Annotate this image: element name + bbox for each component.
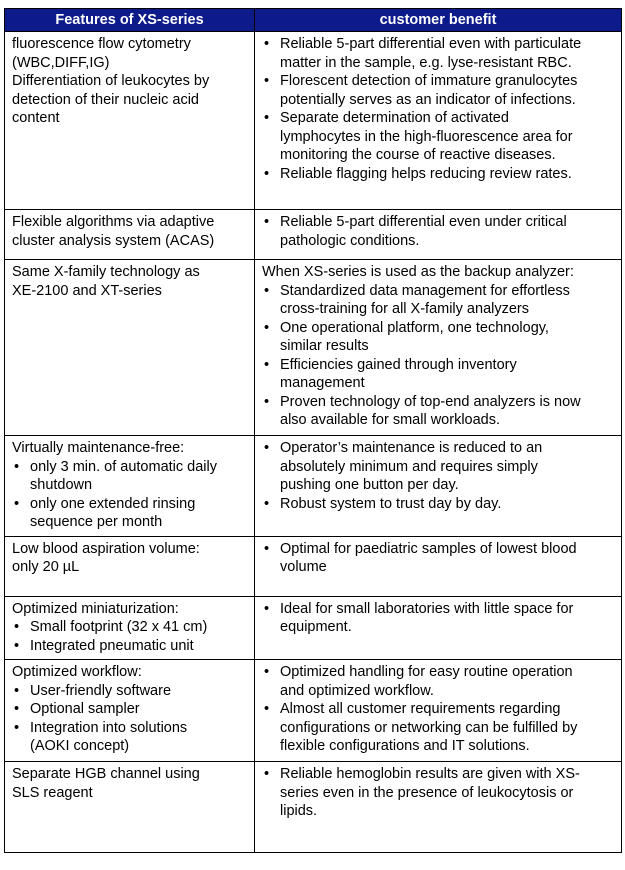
benefit-intro: When XS-series is used as the backup analyzer: [262, 264, 574, 280]
feature-cell [5, 596, 255, 660]
benefit-bullet-list [262, 600, 615, 637]
benefit-bullet-list [262, 439, 615, 513]
table-row [5, 436, 622, 537]
benefit-bullet-line: • Robust system to trust day by day. [280, 495, 502, 512]
feature-cell [5, 660, 255, 762]
feature-bullet-list [12, 618, 248, 655]
feature-text-line: (WBC,DIFF,IG) [12, 54, 110, 71]
benefit-bullet-line: management [280, 375, 365, 391]
benefit-bullet-line: • Optimized handling for easy routine operation [280, 664, 573, 680]
feature-bullet-line: • only 3 min. of automatic daily [30, 458, 217, 475]
benefit-bullet-line: • Operator’s maintenance is reduced to an [280, 440, 543, 456]
benefit-bullet-line: • Reliable 5-part differential even with particulate [280, 36, 582, 52]
benefit-bullet-line: • Efficiencies gained through inventory [280, 356, 517, 373]
benefit-bullet-line: equipment. [280, 619, 352, 635]
benefit-bullet-item [262, 319, 615, 356]
benefit-bullet-list [262, 540, 615, 577]
benefit-bullet-list [262, 282, 615, 430]
table-row [5, 260, 622, 436]
benefit-bullet-line: potentially serves as an indicator of infections. [280, 91, 576, 108]
benefit-bullet-line: • Reliable hemoglobin results are given with XS- [280, 766, 580, 782]
benefit-bullet-line: absolutely minimum and requires simply [280, 458, 538, 475]
feature-bullet-line: • Integrated pneumatic unit [30, 637, 194, 654]
benefit-cell [255, 260, 622, 436]
feature-bullet-item [12, 700, 248, 719]
benefit-bullet-item [262, 663, 615, 700]
feature-text-line: SLS reagent [12, 784, 93, 801]
benefit-bullet-line: similar results [280, 338, 369, 354]
benefit-cell [255, 596, 622, 660]
benefit-bullet-list [262, 663, 615, 756]
benefit-bullet-line: • Optimal for paediatric samples of lowest blood [280, 540, 577, 557]
benefit-cell [255, 436, 622, 537]
features-table [4, 8, 622, 853]
benefit-bullet-line: • Reliable 5-part differential even under critical [280, 214, 567, 230]
feature-bullet-item [12, 682, 248, 701]
table-row [5, 32, 622, 210]
benefit-bullet-line: lipids. [280, 803, 318, 819]
feature-text-line: Flexible algorithms via adaptive [12, 214, 215, 230]
benefit-bullet-item [262, 700, 615, 756]
benefit-bullet-line: • Separate determination of activated [280, 110, 509, 126]
feature-bullet-item [12, 495, 248, 532]
benefit-bullet-line: • Florescent detection of immature granulocytes [280, 73, 578, 89]
feature-cell [5, 210, 255, 260]
benefit-bullet-line: • Proven technology of top-end analyzers is now [280, 393, 581, 410]
benefit-bullet-item [262, 213, 615, 250]
benefit-cell [255, 210, 622, 260]
feature-text-line: Optimized miniaturization: [12, 600, 179, 617]
table-row [5, 762, 622, 853]
benefit-bullet-line: configurations or networking can be fulfilled by [280, 719, 578, 736]
header-customer-benefit: customer benefit [255, 9, 622, 32]
benefit-bullet-line: pushing one button per day. [280, 477, 459, 493]
header-features: Features of XS-series [5, 9, 255, 32]
benefit-bullet-line: • Reliable flagging helps reducing review rates. [280, 165, 572, 182]
feature-bullet-item [12, 719, 248, 756]
feature-bullet-line: • Small footprint (32 x 41 cm) [30, 619, 208, 635]
benefit-bullet-item [262, 439, 615, 495]
benefit-bullet-item [262, 495, 615, 514]
benefit-bullet-line: • Almost all customer requirements regarding [280, 701, 561, 717]
benefit-bullet-line: lymphocytes in the high-fluorescence area for [280, 128, 573, 145]
feature-text-line: Differentiation of leukocytes by [12, 73, 210, 89]
benefit-bullet-item [262, 282, 615, 319]
feature-text-line: fluorescence flow cytometry [12, 36, 191, 52]
header-row [5, 9, 622, 32]
feature-text-line: Low blood aspiration volume: [12, 540, 200, 557]
feature-text-line: cluster analysis system (ACAS) [12, 232, 215, 249]
benefit-bullet-item [262, 109, 615, 165]
feature-bullet-line: sequence per month [30, 514, 163, 530]
benefit-bullet-item [262, 600, 615, 637]
feature-text-line: Optimized workflow: [12, 664, 142, 680]
benefit-cell [255, 32, 622, 210]
feature-cell [5, 260, 255, 436]
table-row [5, 596, 622, 660]
feature-text-line: XE-2100 and XT-series [12, 282, 162, 299]
feature-text-line: Virtually maintenance-free: [12, 440, 185, 456]
feature-bullet-item [12, 637, 248, 656]
table-row [5, 210, 622, 260]
benefit-bullet-line: pathologic conditions. [280, 232, 420, 249]
feature-bullet-item [12, 458, 248, 495]
benefit-bullet-item [262, 540, 615, 577]
benefit-cell [255, 536, 622, 596]
feature-text-line: Separate HGB channel using [12, 766, 200, 782]
feature-bullet-line: shutdown [30, 477, 93, 493]
table-body [5, 32, 622, 853]
benefit-bullet-list [262, 765, 615, 821]
feature-text-line: Same X-family technology as [12, 264, 200, 280]
benefit-bullet-item [262, 35, 615, 72]
feature-bullet-list [12, 458, 248, 532]
benefit-bullet-item [262, 393, 615, 430]
benefit-bullet-list [262, 213, 615, 250]
benefit-bullet-item [262, 356, 615, 393]
feature-bullet-list [12, 682, 248, 756]
feature-cell [5, 536, 255, 596]
table-row [5, 536, 622, 596]
benefit-bullet-line: matter in the sample, e.g. lyse-resistant RBC. [280, 54, 572, 71]
feature-cell [5, 762, 255, 853]
benefit-bullet-item [262, 72, 615, 109]
benefit-bullet-line: monitoring the course of reactive diseases. [280, 147, 556, 163]
feature-text-line: detection of their nucleic acid [12, 91, 199, 108]
benefit-bullet-item [262, 765, 615, 821]
feature-bullet-line: • Integration into solutions [30, 719, 188, 736]
benefit-cell [255, 660, 622, 762]
benefit-bullet-line: also available for small workloads. [280, 412, 501, 428]
feature-text-line: only 20 µL [12, 559, 80, 575]
feature-bullet-line: • only one extended rinsing [30, 495, 196, 512]
feature-bullet-item [12, 618, 248, 637]
benefit-bullet-line: flexible configurations and IT solutions. [280, 738, 530, 754]
benefit-bullet-line: cross-training for all X-family analyzers [280, 301, 529, 317]
benefit-bullet-line: volume [280, 559, 327, 575]
feature-bullet-line: • Optional sampler [30, 701, 140, 717]
benefit-bullet-line: • One operational platform, one technology, [280, 319, 549, 336]
benefit-bullet-line: • Standardized data management for effortless [280, 282, 570, 299]
feature-bullet-line: • User-friendly software [30, 682, 172, 699]
benefit-bullet-line: series even in the presence of leukocytosis or [280, 784, 574, 801]
feature-cell [5, 32, 255, 210]
benefit-bullet-line: and optimized workflow. [280, 682, 434, 699]
benefit-bullet-list [262, 35, 615, 183]
table-row [5, 660, 622, 762]
feature-bullet-line: (AOKI concept) [30, 738, 130, 754]
benefit-bullet-line: • Ideal for small laboratories with little space for [280, 600, 574, 617]
benefit-cell [255, 762, 622, 853]
feature-cell [5, 436, 255, 537]
feature-text-line: content [12, 110, 60, 126]
benefit-bullet-item [262, 165, 615, 184]
